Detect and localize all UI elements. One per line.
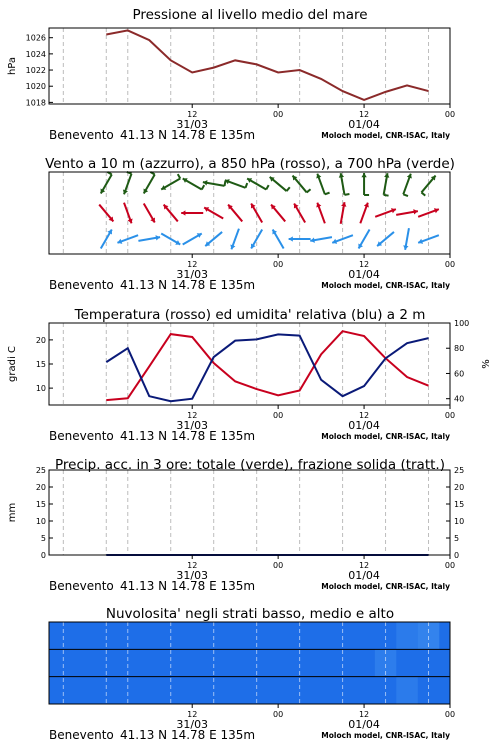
- pressure-panel: [7, 28, 450, 107]
- wind-arrow: [270, 177, 290, 191]
- y-tick-label: 10: [35, 384, 46, 394]
- y-tick-label: 1018: [25, 98, 46, 108]
- wind-arrow: [144, 203, 155, 222]
- station-label: Benevento: [49, 429, 114, 443]
- wind-arrow: [316, 203, 325, 224]
- wind-barb: [344, 194, 349, 195]
- x-tick-label: 00: [444, 411, 456, 420]
- wind-arrow: [341, 202, 347, 224]
- plot-border: [49, 470, 450, 555]
- wind-arrow: [230, 229, 239, 250]
- x-tick-label: 12: [358, 110, 370, 119]
- x-tick-label: 12: [187, 561, 198, 570]
- precipitation-panel: [7, 466, 464, 560]
- wind-time-axis: [49, 254, 455, 292]
- wind-arrow: [138, 235, 160, 241]
- model-label: Moloch model, CNR-ISAC, Italy: [321, 131, 450, 140]
- wind-panel: [49, 172, 450, 254]
- y-right-tick-label: 15: [454, 500, 465, 509]
- wind-arrow: [403, 228, 409, 250]
- clouds-time-axis: [49, 704, 455, 742]
- y-right-tick-label: 10: [454, 517, 465, 526]
- wind-barb: [384, 195, 389, 196]
- station-label: Benevento: [49, 728, 114, 742]
- cloud-cell: [396, 677, 417, 704]
- wind-arrow: [384, 173, 390, 196]
- y-tick-label: 15: [35, 500, 46, 509]
- wind-arrow: [123, 172, 132, 194]
- cloud-cell: [396, 622, 417, 649]
- wind-barb: [403, 194, 408, 196]
- x-tick-label: 12: [187, 411, 198, 420]
- y-tick-label: 20: [35, 483, 46, 492]
- y-tick-label: 0: [40, 551, 46, 560]
- station-label: Benevento: [49, 579, 114, 593]
- precipitation-title: Precip. acc. in 3 ore: totale (verde), frazione solida (tratt.): [55, 457, 445, 473]
- wind-arrow-head: [289, 236, 293, 241]
- wind-barb: [421, 192, 425, 195]
- wind-arrow: [421, 176, 435, 196]
- y-right-tick-label: 80: [454, 344, 465, 354]
- x-tick-label: 12: [358, 260, 370, 269]
- date-label: 31/03: [176, 268, 209, 281]
- y-tick-label: 1020: [25, 82, 46, 92]
- y-tick-label: 25: [35, 466, 46, 475]
- x-tick-label: 00: [444, 710, 456, 719]
- wind-arrow-head: [181, 210, 185, 215]
- y-tick-label: 1024: [25, 49, 46, 59]
- station-label: Benevento: [49, 128, 114, 142]
- temperature-time-axis: [49, 405, 455, 443]
- wind-arrow: [251, 203, 262, 222]
- model-label: Moloch model, CNR-ISAC, Italy: [321, 432, 450, 441]
- model-label: Moloch model, CNR-ISAC, Italy: [321, 582, 450, 591]
- x-tick-label: 12: [187, 260, 198, 269]
- clouds-panel: [49, 622, 450, 704]
- wind-arrow: [293, 176, 311, 193]
- date-label: 01/04: [348, 718, 380, 731]
- x-tick-label: 12: [187, 110, 198, 119]
- wind-arrow: [144, 172, 155, 194]
- coords-label: 41.13 N 14.78 E 135m: [120, 579, 256, 593]
- wind-arrow: [228, 205, 242, 222]
- temperature-title: Temperatura (rosso) ed umidita' relativa (blu) a 2 m: [74, 307, 426, 323]
- wind-barb: [202, 185, 205, 189]
- x-tick-label: 00: [273, 710, 284, 719]
- wind-barb: [266, 185, 269, 189]
- wind-arrow: [294, 203, 305, 222]
- y-right-axis-label: %: [481, 359, 492, 369]
- temperature-panel: [7, 319, 492, 405]
- plot-border: [49, 172, 450, 254]
- pressure-title: Pressione al livello medio del mare: [132, 7, 368, 23]
- wind-arrow: [225, 179, 247, 188]
- model-label: Moloch model, CNR-ISAC, Italy: [321, 731, 450, 740]
- y-right-tick-label: 0: [454, 551, 460, 560]
- y-right-tick-label: 25: [454, 466, 465, 475]
- x-tick-label: 12: [358, 411, 370, 420]
- y-axis-label: mm: [7, 502, 18, 523]
- x-tick-label: 12: [187, 710, 198, 719]
- model-label: Moloch model, CNR-ISAC, Italy: [321, 281, 450, 290]
- date-label: 31/03: [176, 718, 209, 731]
- y-right-tick-label: 20: [454, 483, 465, 492]
- date-label: 01/04: [348, 419, 380, 432]
- date-label: 31/03: [176, 419, 209, 432]
- plot-border: [49, 323, 450, 405]
- y-right-tick-label: 40: [454, 394, 465, 404]
- x-tick-label: 00: [273, 561, 284, 570]
- y-right-tick-label: 5: [454, 534, 460, 543]
- wind-arrow: [124, 203, 133, 224]
- date-label: 01/04: [348, 569, 380, 582]
- y-tick-label: 15: [35, 360, 46, 369]
- wind-barb: [307, 189, 311, 192]
- x-tick-label: 12: [358, 710, 370, 719]
- wind-title: Vento a 10 m (azzurro), a 850 hPa (rosso), a 700 hPa (verde): [45, 156, 455, 172]
- wind-arrow: [183, 178, 205, 189]
- x-tick-label: 00: [444, 110, 456, 119]
- wind-barb: [246, 183, 248, 188]
- wind-barb: [325, 193, 330, 195]
- x-tick-label: 00: [273, 411, 284, 420]
- x-tick-label: 00: [444, 260, 456, 269]
- wind-arrow: [360, 203, 369, 224]
- date-label: 31/03: [176, 118, 209, 131]
- x-tick-label: 12: [358, 561, 370, 570]
- wind-barb: [287, 187, 290, 191]
- clouds-title: Nuvolosita' negli strati basso, medio e alto: [105, 606, 395, 622]
- wind-barb: [225, 181, 226, 186]
- date-label: 01/04: [348, 118, 380, 131]
- wind-arrow: [247, 178, 269, 189]
- wind-arrow: [396, 209, 418, 215]
- wind-arrow: [339, 173, 350, 195]
- y-tick-label: 5: [40, 534, 46, 543]
- wind-arrow: [358, 229, 369, 248]
- y-right-tick-label: 60: [454, 369, 465, 379]
- y-axis-label: hPa: [7, 56, 18, 76]
- coords-label: 41.13 N 14.78 E 135m: [120, 429, 256, 443]
- x-tick-label: 00: [444, 561, 456, 570]
- wind-barb: [178, 174, 181, 178]
- wind-arrow: [310, 237, 332, 243]
- x-tick-label: 00: [273, 110, 284, 119]
- pressure-line: [106, 30, 428, 100]
- wind-arrow: [271, 205, 285, 222]
- wind-arrow: [181, 210, 203, 215]
- precipitation-time-axis: [49, 555, 455, 593]
- wind-arrow-head: [361, 173, 366, 177]
- wind-arrow: [403, 174, 412, 196]
- coords-label: 41.13 N 14.78 E 135m: [120, 278, 256, 292]
- y-tick-label: 20: [35, 335, 46, 345]
- wind-arrow: [183, 233, 202, 244]
- wind-arrow: [272, 229, 283, 248]
- y-axis-label: gradi C: [7, 346, 18, 382]
- plot-border: [49, 28, 450, 104]
- y-tick-label: 1026: [25, 33, 46, 43]
- date-label: 01/04: [348, 268, 380, 281]
- pressure-time-axis: [49, 104, 455, 142]
- coords-label: 41.13 N 14.78 E 135m: [120, 128, 256, 142]
- y-tick-label: 10: [35, 517, 46, 526]
- wind-arrow: [361, 173, 369, 195]
- y-right-tick-label: 100: [454, 319, 470, 328]
- station-label: Benevento: [49, 278, 114, 292]
- y-tick-label: 1022: [25, 66, 46, 76]
- x-tick-label: 00: [273, 260, 284, 269]
- wind-arrow: [316, 174, 329, 195]
- date-label: 31/03: [176, 569, 209, 582]
- coords-label: 41.13 N 14.78 E 135m: [120, 728, 256, 742]
